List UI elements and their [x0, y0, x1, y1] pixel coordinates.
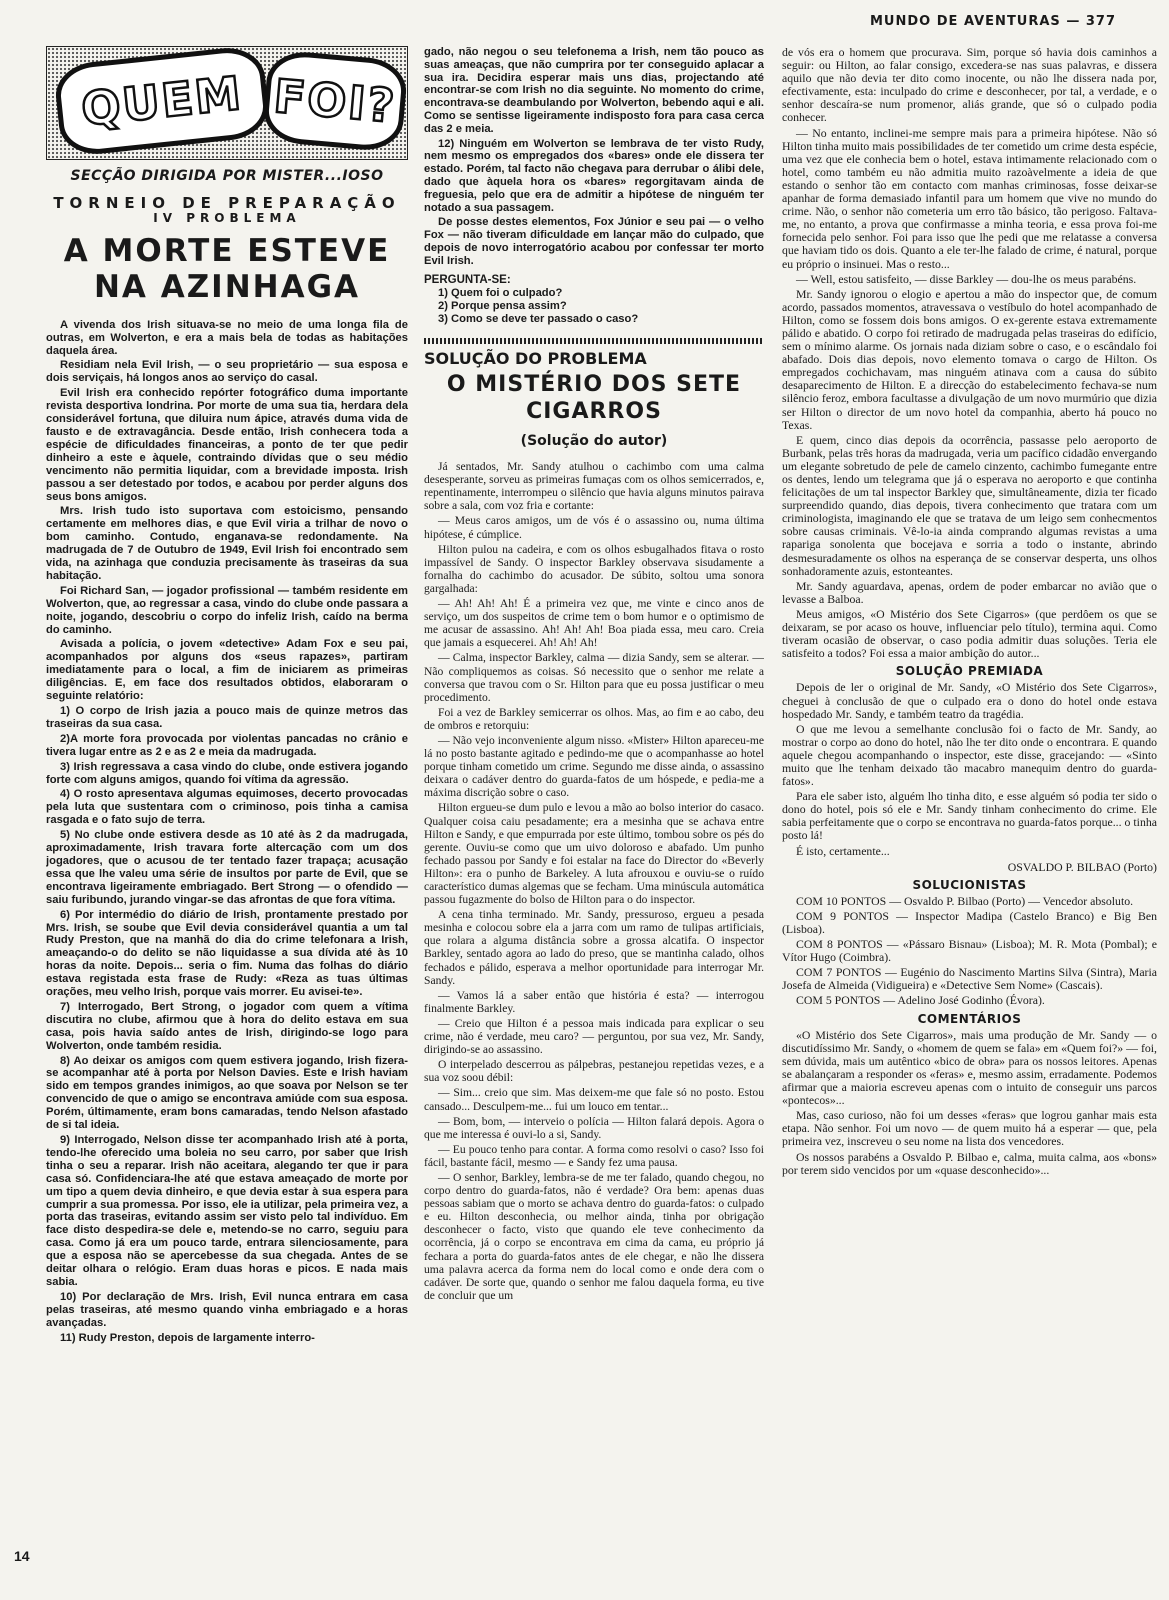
- paragraph: A cena tinha terminado. Mr. Sandy, pressuroso, ergueu a pesada mesinha e colocou sobre ela a jarra com um ramo de tulipas artificiais, que rolara a alguma distância sobre a grossa alcatifa. O inspector Barkley, sentado agora ao lado do preso, que se mantinha calado, olhos fechados e pálido, esperava a melhor oportunidade para interrogar Mr. Sandy.: [424, 908, 764, 987]
- magazine-name: MUNDO DE AVENTURAS: [870, 14, 1061, 29]
- report-item: 5) No clube onde estivera desde as 10 até às 2 da madrugada, aproximadamente, Irish travara forte altercação com um dos jogadores, que o acusou de ter tentado fazer trapaça; acusação essa que lhe valeu uma série de insultos por parte de Evil, que se encontrava ligeiramente embriagado. Bert Strong — o ofendido — saiu furibundo, jurando vingar-se das afrontas de que fora vítima.: [46, 829, 408, 906]
- paragraph: Mr. Sandy ignorou o elogio e apertou a mão do inspector que, de comum acordo, passados momentos, atravessava o vestíbulo do hotel acompanhado de Hilton, como se fossem dois bons amigos. O ex-gerente estava extremamente pálido e abatido. O corpo foi retirado de madrugada pelas traseiras do edifício, sem o mínimo alarme. Os jornais nada diziam sobre o caso, e o escândalo foi abafado. Dois dias depois, novo elemento tomava o cargo de Hilton. Os empregados cochichavam, mas ninguém atinava com a causa do súbito desaparecimento de Hilton. E a direcção do estabelecimento fechava-se num silêncio feroz, embora facultasse a divulgação de um novo murmúrio que dizia ser Hilton o director de um novo hotel da companhia, aberto há pouco no Texas.: [782, 286, 1157, 432]
- paragraph: Já sentados, Mr. Sandy atulhou o cachimbo com uma calma desesperante, sorveu as primeiras fumaças com os olhos semicerrados, e, repentinamente, interrompeu o silêncio que havia alguns minutos pairava sobre a sala, com voz fria e cortante:: [424, 460, 764, 513]
- header-page-number: 377: [1085, 14, 1116, 29]
- paragraph: De posse destes elementos, Fox Júnior e seu pai — o velho Fox — não tiveram dificuldade em lançar mão do culpado, que depois de novo interrogatório acabou por confessar ter morto Evil Irish.: [424, 216, 764, 267]
- paragraph: «O Mistério dos Sete Cigarros», mais uma produção de Mr. Sandy — o discutidíssimo Mr. Sandy, o «homem de quem se fala» em «Quem foi?» — foi, sem dúvida, mais um autêntico «bico de obra» para os nossos leitores. Apenas se abalançaram a responder os «feras» e, mesmo assim, erradamente. Podemos afirmar que a maioria escreveu apenas com o intuito de conseguir uns parcos «pontecos»...: [782, 1027, 1157, 1108]
- report-item: 3) Irish regressava a casa vindo do clube, onde estivera jogando forte com alguns amigos, quando foi vítima da agressão.: [46, 760, 408, 786]
- paragraph: — Creio que Hilton é a pessoa mais indicada para explicar o seu crime, não é verdade, meu caro? — perguntou, por sua vez, Mr. Sandy, dirigindo-se ao assassino.: [424, 1016, 764, 1057]
- report-item: 8) Ao deixar os amigos com quem estivera jogando, Irish fizera-se acompanhar até à porta por Nelson Davies. Este e Irish haviam sido em tempos grandes inimigos, ao que soava por Nelson se ter convencido de que o amigo se encontrava amiúde com sua esposa. Porém, últimamente, eram bons camaradas, tendo Nelson afastado de si tal ideia.: [46, 1054, 408, 1132]
- list-item: COM 10 PONTOS — Osvaldo P. Bilbao (Porto) — Vencedor absoluto.: [796, 893, 1134, 908]
- column-problem: [46, 46, 408, 1568]
- paragraph: Hilton ergueu-se dum pulo e levou a mão ao bolso interior do casaco. Qualquer coisa caiu pesadamente; era a mesinha que se achava entre Hilton e Sandy, e que empurrada por este último, tombou sobre os pés do gerente. Ouviu-se como que um uivo doloroso e abafado. Um punho fechado passou por Sandy e foi estalar na face do Director do «Beverly Hilton»: era o punho de Barkeley. A luta afrouxou e ouviu-se o ruído característico dumas algemas que se fecham. Uma minúscula automática passou fugazmente do bolso de Hilton para o do inspector.: [424, 801, 764, 907]
- paragraph: O que me levou a semelhante conclusão foi o facto de Mr. Sandy, ao mostrar o corpo ao dono do hotel, não lhe ter dito onde o encontrara. E quando aquele chegou acompanhando o inspector, este disse, gracejando: — «Sinto muito que lhe tenham deixado tão macabro manequim dentro do guarda-fatos».: [782, 721, 1157, 789]
- logo-word-foi: FOI?: [261, 49, 408, 153]
- list-item: COM 7 PONTOS — Eugénio do Nascimento Martins Silva (Sintra), Maria Josefa de Almeida (Vidigueira) e «Detective Sem Nome» (Cascais).: [782, 965, 1157, 993]
- question-item: 3) Como se deve ter passado o caso?: [438, 312, 639, 325]
- report-item: 11) Rudy Preston, depois de largamente interro-: [60, 1331, 315, 1344]
- paragraph: O interpelado descerrou as pálpebras, pestanejou repetidas vezes, e a sua voz soou débil:: [424, 1058, 764, 1085]
- paragraph: — Calma, inspector Barkley, calma — dizia Sandy, sem se alterar. — Não compliquemos as coisas. Só necessito que o senhor me relate a conversa que travou com o Sr. Hilton para que eu possa justificar o meu procedimento.: [424, 651, 764, 704]
- question-item: 2) Porque pensa assim?: [438, 299, 567, 312]
- questions-label: PERGUNTA-SE:: [424, 273, 511, 286]
- paragraph: Foi a vez de Barkley semicerrar os olhos. Mas, ao fim e ao cabo, deu de ombros e retorquiu:: [424, 705, 764, 732]
- running-header: [870, 14, 1155, 29]
- problem-title: [46, 233, 408, 305]
- paragraph: É isto, certamente...: [796, 843, 890, 858]
- paragraph: E quem, cinco dias depois da ocorrência, passasse pelo aeroporto de Burbank, pelas três horas da madrugada, veria um pacífico cidadão envergando um elegante sobretudo de pele de camelo cinzento, cachimbo fumegante entre os dentes, lendo um telegrama que já o esperava no aeroporto e que continha felicitações de um tal inspector Barkley que, simultâneamente, dizia ter ficado surpreendido quando, dias depois, tivera conhecimento que tratara com um criminologista, imaginando ele que se tratava de um leigo sem conhecmentos sobre causas criminais. Vê-lo-ia ainda comprando algumas revistas a uma rapariga sonolenta que bocejava e sorria a todo o instante, abrindo desmesuradamente os olhos na esperança de se conservar desperta, uns olhos sonhadoramente azuis, estonteantes.: [782, 432, 1157, 578]
- problem-title-line1: A MORTE ESTEVE: [63, 232, 391, 269]
- paragraph: Residiam nela Evil Irish, — o seu proprietário — sua esposa e dois serviçais, há longos anos ao serviço do casal.: [46, 359, 408, 385]
- paragraph: gado, não negou o seu telefonema a Irish, nem tão pouco as suas ameaças, que não cumprira por ter conseguido aplacar a sua ira. Decidira esperar mais uns dias, projectando até encontrar-se com Irish no dia seguinte. No momento do crime, encontrava-se deambulando por Wolverton, bebendo aqui e ali. Como se sentisse ligeiramente indisposto fora para casa cerca das 2 e meia.: [424, 46, 764, 135]
- paragraph: Avisada a polícia, o jovem «detective» Adam Fox e seu pai, acompanhados por alguns dos «seus rapazes», partiram imediatamente para o local, a fim de iniciarem as primeiras diligências. E, em face dos resultados obtidos, elaboraram o seguinte relatório:: [46, 638, 408, 703]
- solution-subtitle: (Solução do autor): [520, 433, 668, 450]
- report-item: 7) Interrogado, Bert Strong, o jogador com quem a vítima discutira no clube, afirmou que à hora do delito estava em sua casa, pois havia saído antes de Irish, dirigindo-se logo para Wolverton, onde também residia.: [46, 1000, 408, 1052]
- signature: OSVALDO P. BILBAO (Porto): [1007, 859, 1157, 874]
- report-item: 6) Por intermédio do diário de Irish, prontamente prestado por Mrs. Irish, se soube que Evil devia considerável quantia a um tal Rudy Preston, que na manhã do dia do crime telefonara a Irish, ameaçando-o do delito se não liquidasse a sua dívida até às 10 horas da noite. Depois... seria o fim. Numa das folhas do diário estava registada esta frase de Rudy: «Reza as tuas últimas orações, meu velho Irish, porque vais morrer. Eu avisei-te».: [46, 908, 408, 999]
- solution-title-line2: CIGARROS: [526, 399, 662, 425]
- paragraph: A vivenda dos Irish situava-se no meio de uma longa fila de outras, em Wolverton, e era a mais bela de todas as habitações daquela área.: [46, 318, 408, 357]
- paragraph: — No entanto, inclinei-me sempre mais para a primeira hipótese. Não só Hilton tinha muito mais possibilidades de ter cometido um crime desta espécie, uma vez que ele conhecia bem o hotel, estava intimamente relacionado com o hotel, como também eu não admitia muito razoàvelmente a ideia de que estando o senhor tão em contacto com manhas criminosas, fosse deixar-se apanhar de forma demasiado infantil para um homem que vive no mundo do crime. Não, o senhor não cometeria um erro tão básico, tão perigoso. Faltava-me, no entanto, a prova que confirmasse a minha teoria, e essa prova foi-me fornecida pelo senhor. Foi para isso que lhe pedi que me relatasse a conversa que haviam tido os dois. Quanto a ele ter-lhe falado de crime, é natural, porque eu próprio o insinuei. Mas o resto...: [782, 125, 1157, 271]
- tournament-label: TORNEIO DE PREPARAÇÃO: [53, 193, 401, 212]
- report-item: 4) O rosto apresentava algumas equimoses, decerto provocadas pela luta que sustentara com o criminoso, pois tinha a camisa rasgada e o fato sujo de terra.: [46, 788, 408, 827]
- report-item: 2)A morte fora provocada por violentas pancadas no crânio e tivera lugar entre as 2 e as 2 e meia da madrugada.: [46, 732, 408, 758]
- problem-title-line2: NA AZINHAGA: [93, 268, 361, 305]
- list-item: COM 5 PONTOS — Adelino José Godinho (Évora).: [796, 993, 1045, 1008]
- paragraph: Mas, caso curioso, não foi um desses «feras» que logrou ganhar mais esta etapa. Não senhor. Foi um novo — de quem muito há a esperar — que, pela primeira vez, inscreveu o seu nome na lista dos vencedores.: [782, 1108, 1157, 1149]
- column-right: [782, 46, 1157, 1568]
- paragraph: — Vamos lá a saber então que história é esta? — interrogou finalmente Barkley.: [424, 988, 764, 1015]
- report-item: 10) Por declaração de Mrs. Irish, Evil nunca entrara em casa pelas traseiras, até mesmo quando vinha embriagado e a horas avançadas.: [46, 1290, 408, 1329]
- list-item: COM 9 PONTOS — Inspector Madipa (Castelo Branco) e Big Ben (Lisboa).: [782, 908, 1157, 936]
- paragraph: Para ele saber isto, alguém lho tinha dito, e esse alguém só podia ter sido o dono do hotel, pois só ele e Mr. Sandy tinham conhecimento do crime. Ele sabia perfeitamente que o corpo se encontrava no guarda-fatos porque... o tinha posto lá!: [782, 789, 1157, 843]
- paragraph: Mr. Sandy aguardava, apenas, ordem de poder embarcar no avião que o levasse a Balboa.: [782, 578, 1157, 606]
- left-page-number: 14: [14, 1548, 30, 1564]
- solucionistas-heading: SOLUCIONISTAS: [912, 877, 1027, 892]
- section-subtitle: SECÇÃO DIRIGIDA POR MISTER...IOSO: [70, 168, 384, 184]
- problem-number: IV PROBLEMA: [153, 210, 301, 225]
- paragraph: — O senhor, Barkley, lembra-se de me ter falado, quando chegou, no corpo dentro do guarda-fatos, não é verdade? Ora bem: apenas duas pessoas sabiam que o morto se achava dentro do guarda-fatos: o culpado e eu. Hilton desconhecia, ou melhor ainda, tinha por obrigação desconhecer o facto, visto que quando ele teve conhecimento da ocorrência, já o corpo se encontrava em cima da cama, eu próprio já fechara a porta do guarda-fatos antes de ele chegar, e não lhe dissera uma palavra acerca da forma nem do local como e onde dera com o cadáver. De sorte que, quando o senhor me falou daquela forma, eu tive de concluir que um: [424, 1170, 764, 1302]
- paragraph: Depois de ler o original de Mr. Sandy, «O Mistério dos Sete Cigarros», cheguei à conclusão de que o culpado era o dono do hotel onde estava hospedado Mr. Sandy, e também teatro da tragédia.: [782, 680, 1157, 721]
- solution-heading: SOLUÇÃO DO PROBLEMA: [424, 348, 647, 368]
- paragraph: — Eu pouco tenho para contar. A forma como resolvi o caso? Isso foi fácil, bastante fácil, mesmo — e Sandy fez uma pausa.: [424, 1142, 764, 1169]
- logo-word-quem: QUEM: [53, 46, 271, 158]
- solution-text-continued: [782, 46, 1157, 660]
- paragraph: — Sim... creio que sim. Mas deixem-me que fale só no posto. Estou cansado... Desculpem-me... fui um louco em tentar...: [424, 1086, 764, 1113]
- header-dash: —: [1066, 14, 1086, 29]
- paragraph: Foi Richard San, — jogador profissional — também residente em Wolverton, que, ao regressar a casa, vindo do clube onde passara a noite, jogando, descobriu o corpo do infeliz Irish, caído na berma do caminho.: [46, 584, 408, 636]
- paragraph: — Well, estou satisfeito, — disse Barkley — dou-lhe os meus parabéns.: [796, 271, 1137, 286]
- paragraph: — Meus caros amigos, um de vós é o assassino ou, numa última hipótese, é cúmplice.: [424, 514, 764, 541]
- paragraph: Meus amigos, «O Mistério dos Sete Cigarros» (que perdôem os que se deixaram, se por acaso os houve, influenciar pelo título), termina aqui. Como tiveram ocasião de observar, o caso podia admitir duas soluções. Teria ele satisfeito a todos? Foi essa a maior ambição do autor...: [782, 606, 1157, 661]
- paragraph: — Não vejo inconveniente algum nisso. «Mister» Hilton apareceu-me lá no posto bastante agitado e pedindo-me que o acompanhasse ao hotel porque tinham cometido um crime. Segundo me disse ainda, o assassino deixara o cadáver dentro do guarda-fatos de um hóspede, e pedia-me a máxima discrição sobre o caso.: [424, 733, 764, 800]
- comentarios-text: [782, 1029, 1157, 1177]
- column-middle: [424, 46, 764, 1568]
- problem-continuation: [424, 46, 764, 268]
- report-item: 9) Interrogado, Nelson disse ter acompanhado Irish até à porta, tendo-lhe oferecido uma boleia no seu carro, por saber que Irish tinha o seu a reparar. Irish não aceitara, alegando ter que ir para casa só. Confidenciara-lhe até que estava ameaçado de morte por um tipo a quem devia dinheiro, e que devia estar à sua espera para cumprir a sua promessa. Por isso, ele ia utilizar, pela primeira vez, a porta das traseiras, evitando assim ser visto pelo tal indivíduo. Em face disto despedira-se dele e, metendo-se no carro, seguiu para casa. Como já era um pouco tarde, entrara silenciosamente, para que a esposa não se apercebesse da sua chegada. Antes de se deitar olhara o relógio. Eram duas horas e picos. E nada mais sabia.: [46, 1134, 408, 1288]
- problem-text: [46, 319, 408, 1345]
- paragraph: — Ah! Ah! Ah! É a primeira vez que, me vinte e cinco anos de serviço, um dos suspeitos de crime tem o bom humor e o optimismo de me acusar de assassino. Ah! Ah! Ah! Boa piada essa, meu caro. Creia que jamais a esquecerei. Ah! Ah! Ah!: [424, 597, 764, 650]
- solution-title: [424, 371, 764, 425]
- list-item: COM 8 PONTOS — «Pássaro Bisnau» (Lisboa); M. R. Mota (Pombal); e Vítor Hugo (Coimbra).: [782, 937, 1157, 965]
- solucionistas-list: [782, 895, 1157, 1008]
- report-item: 1) O corpo de Irish jazia a pouco mais de quinze metros das traseiras da sua casa.: [46, 705, 408, 730]
- paragraph: Mrs. Irish tudo isto suportava com estoicismo, pensando certamente em melhores dias, e que Evil viria a trilhar de novo o bom caminho. Contudo, enganava-se redondamente. Na madrugada de 7 de Outubro de 1949, Evil Irish foi encontrado sem vida, na azinhaga que conduzia precisamente às traseiras da sua habitação.: [46, 505, 408, 582]
- paragraph: Hilton pulou na cadeira, e com os olhos esbugalhados fitava o rosto impassível de Sandy. O inspector Barkley observava sisudamente a fornalha do cachimbo do acusador. De súbito, soltou uma sonora gargalhada:: [424, 542, 764, 595]
- paragraph: Evil Irish era conhecido repórter fotográfico duma importante revista desportiva londrina. Por morte de uma sua tia, herdara dela considerável fortuna, que diluira num ápice, através duma vida de fausto e de extravagância. Desde então, Irish conhecera toda a espécie de dificuldades financeiras, a ponto de ter que pedir dinheiro a este e àquele, contraindo dívidas que o seu médio vencimento não permitia liquidar, com a brevidade imposta. Irish passou a ser detestado por todos, e acabou por perder alguns dos seus bons amigos.: [46, 387, 408, 503]
- paragraph: Os nossos parabéns a Osvaldo P. Bilbao e, calma, muita calma, aos «bons» por terem sido vencidos por um «quase desconhecido»...: [782, 1149, 1157, 1177]
- section-divider: [424, 338, 764, 344]
- solution-title-line1: O MISTÉRIO DOS SETE: [446, 372, 742, 398]
- premiada-heading: SOLUÇÃO PREMIADA: [895, 664, 1044, 679]
- solution-text: [424, 460, 764, 1302]
- report-item: 12) Ninguém em Wolverton se lembrava de ter visto Rudy, nem mesmo os empregados dos «bares» onde ele dissera ter estado. Porém, tal facto não chegava para derrubar o álibi dele, dado que àquela hora os «bares» regorgitavam ainda de freguesia, pelo que era de admitir a hipótese de ninguém ter notado a sua passagem.: [424, 137, 764, 214]
- paragraph: — Bom, bom, — interveio o polícia — Hilton falará depois. Agora o que me interessa é ouvi-lo a si, Sandy.: [424, 1114, 764, 1141]
- comentarios-heading: COMENTÁRIOS: [917, 1011, 1022, 1026]
- paragraph: de vós era o homem que procurava. Sim, porque só havia dois caminhos a seguir: ou Hilton, ao falar consigo, excedera-se nas suas palavras, e dissera aquilo que não devia ter dito como inocente, ou não lhe dissera nada por, efectivamente, esta: inculpado do crime e desconhecer, por tal, a verdade, e o senhor descaíra-se num promenor, aliás grande, que só o culpado podia conhecer.: [782, 46, 1157, 125]
- premiada-text: [782, 681, 1157, 857]
- questions-list: [424, 287, 764, 326]
- quem-foi-logo: [46, 46, 408, 160]
- question-item: 1) Quem foi o culpado?: [438, 286, 563, 299]
